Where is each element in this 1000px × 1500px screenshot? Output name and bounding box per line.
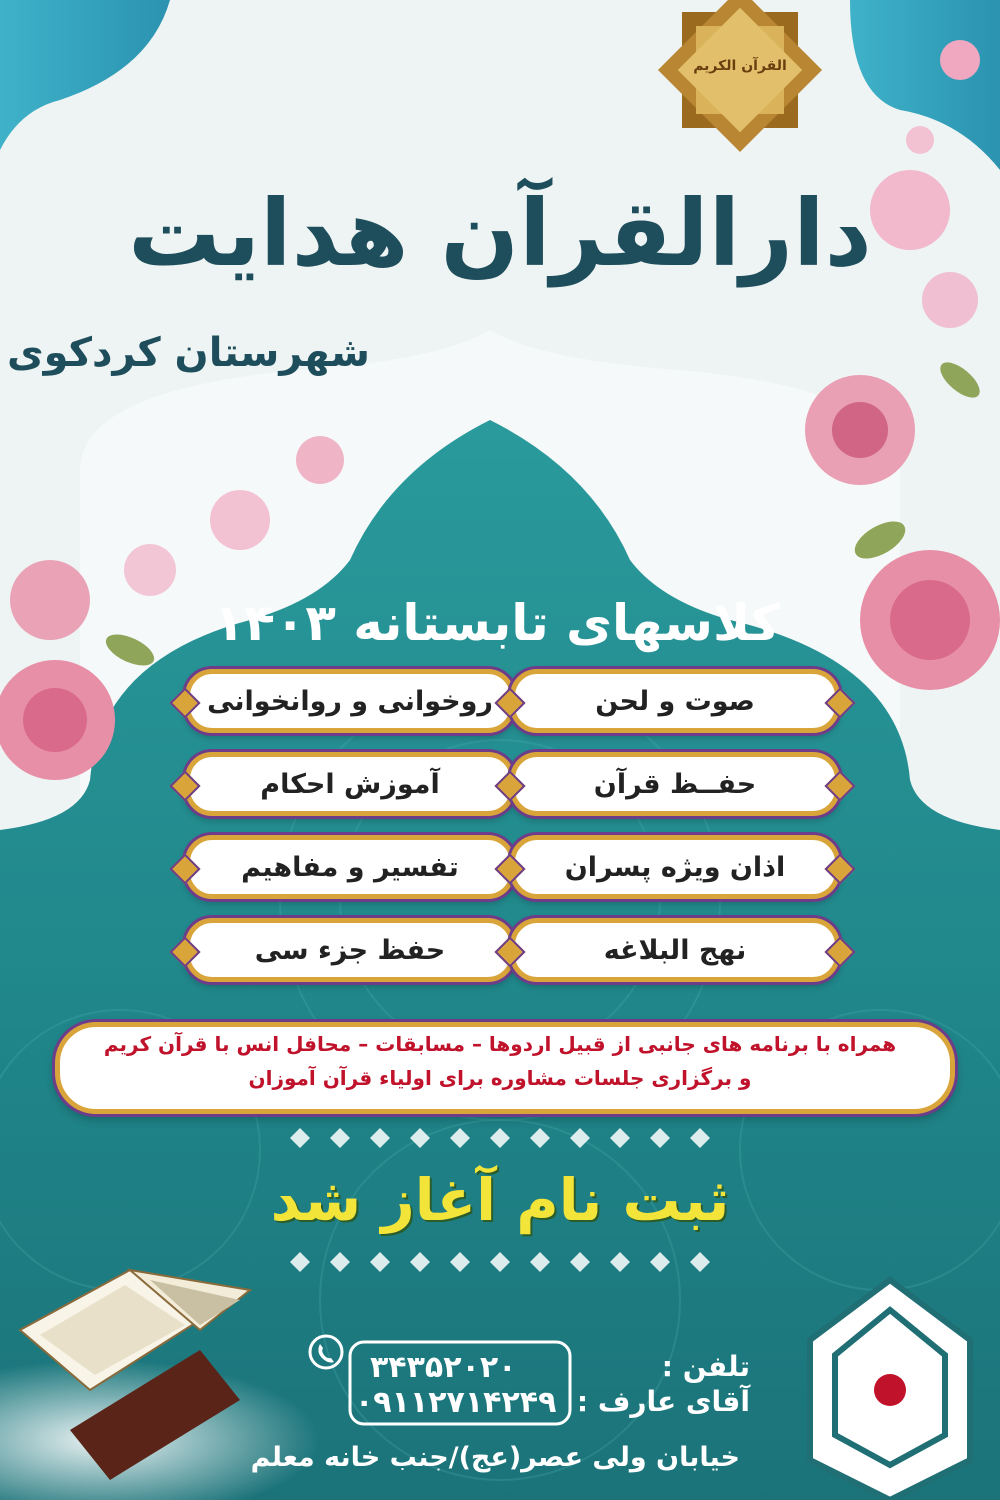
course-pill: صوت و لحن xyxy=(510,669,840,733)
logo-text: القرآن الكريم xyxy=(693,58,787,74)
course-pill: تفسیر و مفاهیم xyxy=(185,835,515,899)
address: خیابان ولی عصر(عج)/جنب خانه معلم xyxy=(250,1442,740,1473)
info-banner-line-1: همراه با برنامه های جانبی از قبیل اردوها – مسابقات – محافل انس با قرآن کریم xyxy=(103,1032,897,1056)
course-pill: حفظ جزء سی xyxy=(185,918,515,982)
page-subtitle: شهرستان کردکوی xyxy=(6,330,370,376)
person-phone-value: ۰۹۱۱۲۷۱۴۲۴۹ xyxy=(355,1385,557,1420)
course-pill: روخوانی و روانخوانی xyxy=(185,669,515,733)
course-pill: آموزش احکام xyxy=(185,752,515,816)
course-pill: حفــظ قرآن xyxy=(510,752,840,816)
phone-value: ۳۴۳۵۲۰۲۰ xyxy=(370,1350,517,1385)
classes-heading: کلاسهای تابستانه ۱۴۰۳ xyxy=(213,594,780,652)
page-title: دارالقرآن هدایت xyxy=(128,180,872,287)
course-pill: اذان ویژه پسران xyxy=(510,835,840,899)
person-label: آقای عارف : xyxy=(576,1385,750,1418)
course-pill: نهج البلاغه xyxy=(510,918,840,982)
info-banner-line-2: و برگزاری جلسات مشاوره برای اولیاء قرآن آموزان xyxy=(248,1066,752,1090)
registration-announcement: ثبت نام آغاز شد xyxy=(270,1166,730,1234)
phone-label: تلفن : xyxy=(661,1350,750,1383)
